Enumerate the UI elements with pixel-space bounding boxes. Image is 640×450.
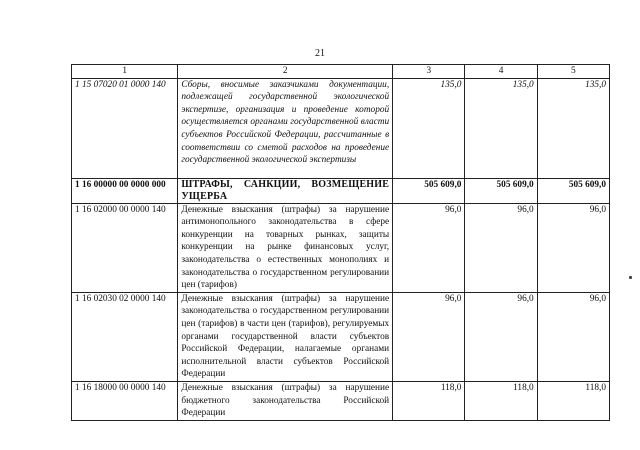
row-value-col3: 135,0: [393, 78, 465, 178]
header-col-5: 5: [537, 65, 609, 79]
row-name: ШТРАФЫ, САНКЦИИ, ВОЗМЕЩЕНИЕ УЩЕРБА: [178, 178, 393, 203]
table-header-row: [72, 65, 610, 79]
row-value-col4: 135,0: [465, 78, 537, 178]
row-value-col4: 505 609,0: [465, 178, 537, 203]
table-row: [72, 381, 610, 420]
row-value-col3: 505 609,0: [393, 178, 465, 203]
row-name: Денежные взыскания (штрафы) за нарушение антимонопольного законодательства в сфере конкуренции на товарных рынках, защиты конкуренции на рынке финансовых услуг, законодательства о естественных монополиях и законодательства о государственном регулировании цен (тарифов): [178, 203, 393, 292]
row-value-col3: 118,0: [393, 381, 465, 420]
table-row: [72, 78, 610, 178]
row-value-col5: 135,0: [537, 78, 609, 178]
row-code: 1 16 02000 00 0000 140: [72, 203, 178, 292]
row-value-col5: 118,0: [537, 381, 609, 420]
row-name: Денежные взыскания (штрафы) за нарушение бюджетного законодательства Российской Федерации: [178, 381, 393, 420]
row-name: Сборы, вносимые заказчиками документации, подлежащей государственной экологической экспертизе, организация и проведение которой осуществляется органами государственной власти субъектов Российской Федерации, рассчитанные в соответствии со сметой расходов на проведение государственной экологической экспертизы: [178, 78, 393, 178]
row-value-col5: 505 609,0: [537, 178, 609, 203]
row-value-col3: 96,0: [393, 203, 465, 292]
row-code: 1 15 07020 01 0000 140: [72, 78, 178, 178]
row-value-col5: 96,0: [537, 203, 609, 292]
row-value-col4: 118,0: [465, 381, 537, 420]
row-value-col3: 96,0: [393, 292, 465, 381]
header-col-1: 1: [72, 65, 178, 79]
row-code: 1 16 18000 00 0000 140: [72, 381, 178, 420]
header-col-4: 4: [465, 65, 537, 79]
header-col-2: 2: [178, 65, 393, 79]
budget-revenue-table: [71, 64, 610, 421]
row-code: 1 16 00000 00 0000 000: [72, 178, 178, 203]
table-row: [72, 292, 610, 381]
row-value-col4: 96,0: [465, 203, 537, 292]
row-value-col5: 96,0: [537, 292, 609, 381]
row-code: 1 16 02030 02 0000 140: [72, 292, 178, 381]
table-row: [72, 203, 610, 292]
row-name: Денежные взыскания (штрафы) за нарушение законодательства о государственном регулировании цен (тарифов) в части цен (тарифов), регулируемых органами государственной власти субъектов Российской Федерации, налагаемые органами исполнительной власти субъектов Российской Федерации: [178, 292, 393, 381]
row-value-col4: 96,0: [465, 292, 537, 381]
table-row: [72, 178, 610, 203]
page-number: 21: [315, 48, 325, 59]
scan-speck: [629, 276, 632, 279]
header-col-3: 3: [393, 65, 465, 79]
